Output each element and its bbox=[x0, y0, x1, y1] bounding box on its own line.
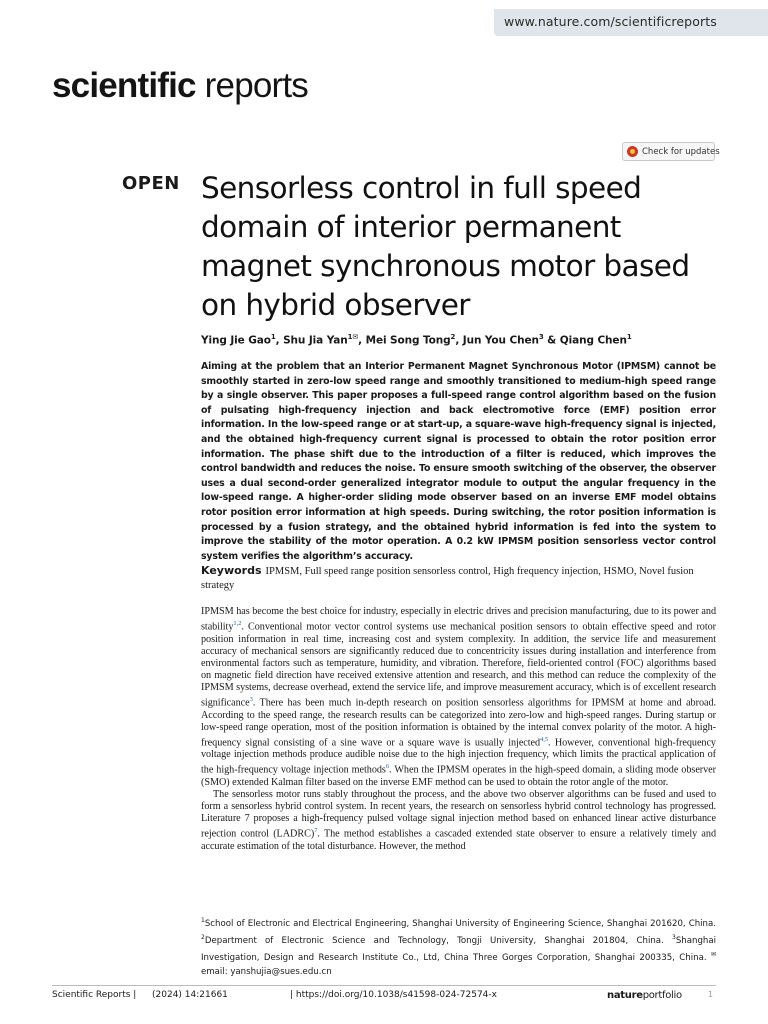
author-affiliation: 1 bbox=[270, 333, 276, 341]
author-separator: , bbox=[455, 334, 463, 347]
affiliation-marker: 2 bbox=[201, 933, 205, 941]
author-name[interactable]: Mei Song Tong bbox=[365, 334, 451, 347]
text-run: . Conventional motor vector control systems use mechanical position sensors to obtain effective speed and rotor position information in real time, increasing cost and system complexity. In addition, the service life and measurement accuracy of mechanical sensors are significantly reduced due to concentricity issues during installation and interference from environmental factors such as temperature, humidity, and vibration. Therefore, field-oriented control (FOC) algorithms based on magnetic field direction have received extensive attention and research, and this method can reduce the complexity of the IPMSM systems, decrease overhead, extend the service life, and improve measurement accuracy, which is of excellent research significance bbox=[201, 621, 716, 709]
brand-bold: nature bbox=[607, 990, 643, 1001]
author-separator: , bbox=[358, 334, 366, 347]
citation-link[interactable]: 1,2 bbox=[233, 620, 242, 628]
body-text bbox=[201, 606, 716, 853]
author-name[interactable]: Shu Jia Yan bbox=[283, 334, 348, 347]
check-updates-label: Check for updates bbox=[642, 146, 720, 157]
keywords-label: Keywords bbox=[201, 564, 262, 577]
affiliations-footnote bbox=[201, 914, 716, 979]
journal-logo bbox=[52, 66, 308, 106]
author-list bbox=[201, 333, 632, 347]
keywords-list: IPMSM, Full speed range position sensorless control, High frequency injection, HSMO, Novel fusion strategy bbox=[201, 566, 694, 591]
check-updates-button[interactable] bbox=[622, 142, 720, 161]
footer-journal: Scientific Reports | bbox=[52, 990, 137, 1000]
author-name[interactable]: Qiang Chen bbox=[559, 334, 627, 347]
envelope-icon: ✉ bbox=[710, 950, 716, 958]
author-affiliation: 1 bbox=[626, 333, 632, 341]
affiliation-marker: 1 bbox=[201, 917, 205, 924]
affiliation-text: School of Electronic and Electrical Engineering, Shanghai University of Engineering Science, Shanghai 201620, China. bbox=[204, 918, 716, 929]
open-access-label: OPEN bbox=[122, 173, 180, 194]
paragraph bbox=[201, 789, 716, 853]
text-run: . However, conventional high-frequency voltage injection methods produce audible noise due to the high injection frequency, which limits the practical application of the high-frequency voltage injection methods bbox=[201, 737, 716, 776]
page-number: 1 bbox=[708, 990, 714, 999]
author-separator: , bbox=[275, 334, 284, 347]
affiliation-text: Shanghai Investigation, Design and Research Institute Co., Ltd, China Three Gorges Corporation, Shanghai 200335, China. bbox=[201, 935, 716, 963]
footer-brand-logo bbox=[607, 990, 682, 1001]
affiliation-marker: 3 bbox=[672, 933, 676, 941]
crossmark-icon bbox=[627, 146, 638, 157]
author-name[interactable]: Jun You Chen bbox=[462, 334, 539, 347]
citation-link[interactable]: 4,5 bbox=[540, 735, 549, 743]
paragraph bbox=[201, 606, 716, 789]
abstract: Aiming at the problem that an Interior Permanent Magnet Synchronous Motor (IPMSM) cannot be smoothly started in zero-low speed range and smoothly transitioned to medium-high speed range by a single observer. This paper proposes a full-speed range control algorithm based on the fusion of pulsating high-frequency injection and back electromotive force (EMF) position error information. In the low-speed range or at start-up, a square-wave high-frequency signal is injected, and the obtained high-frequency current signal is processed to obtain the rotor position error information. The phase shift due to the introduction of a filter is reduced, which improves the control bandwidth and reduces the noise. To ensure smooth switching of the observer, the observer uses a dual second-order generalized integrator module to output the angular frequency in the low-speed range. A higher-order sliding mode observer based on an inverse EMF model obtains rotor position error information at high speeds. During switching, the rotor position information is processed by a fusion strategy, and the obtained hybrid information is fed into the system to improve the stability of the motor operation. A 0.2 kW IPMSM position sensorless vector control system verifies the algorithm’s accuracy. bbox=[201, 361, 717, 562]
article-title: Sensorless control in full speed domain of interior permanent magnet synchronous motor based on hybrid observer bbox=[201, 171, 690, 322]
author-affiliation: 3 bbox=[538, 333, 544, 341]
citation-link[interactable]: 6 bbox=[385, 763, 390, 771]
footer-divider bbox=[52, 985, 716, 986]
journal-logo-light: reports bbox=[204, 66, 309, 105]
keywords bbox=[201, 564, 716, 593]
author-affiliation: 1✉ bbox=[347, 333, 359, 341]
text-run: The sensorless motor runs stably throughout the process, and the above two observer algorithms can be fused and used to form a sensorless hybrid control system. In recent years, the research on sensorless hybrid control technology has progressed. Literature 7 proposes a high-frequency pulsed voltage signal injection method based on enhanced linear active disturbance rejection control (LADRC) bbox=[201, 788, 716, 840]
citation-link[interactable]: 3 bbox=[249, 696, 253, 704]
brand-light: portfolio bbox=[642, 990, 682, 1001]
email-link[interactable]: email: yanshujia@sues.edu.cn bbox=[201, 966, 332, 977]
affiliation-text: Department of Electronic Science and Technology, Tongji University, Shanghai 201804, China. bbox=[204, 935, 672, 946]
footer-doi-link[interactable]: | https://doi.org/10.1038/s41598-024-72574-x bbox=[290, 990, 497, 1000]
journal-logo-bold: scientific bbox=[52, 66, 196, 105]
text-run: IPMSM has become the best choice for industry, especially in electric drives and precision manufacturing, due to its power and stability bbox=[201, 606, 716, 633]
author-separator: & bbox=[543, 334, 560, 347]
author-name[interactable]: Ying Jie Gao bbox=[201, 334, 271, 347]
text-run: . There has been much in-depth research on position sensorless algorithms for IPMSM at home and abroad. According to the speed range, the research results can be categorized into zero-low and high-speed ranges. During startup or low-speed range operation, most of the position information is obtained by the internal convex polarity of the motor. A high-frequency signal consisting of a sine wave or a square wave is usually injected bbox=[201, 697, 716, 749]
author-affiliation: 2 bbox=[450, 333, 456, 341]
footer-volume: (2024) 14:21661 bbox=[152, 990, 228, 1000]
text-run: . The method establishes a cascaded extended state observer to ensure a relatively timely and accurate estimation of the total disturbance. However, the method bbox=[201, 828, 716, 852]
journal-url-link[interactable]: www.nature.com/scientificreports bbox=[504, 14, 717, 29]
citation-link[interactable]: 7 bbox=[314, 827, 318, 835]
text-run: . When the IPMSM operates in the high-speed domain, a sliding mode observer (SMO) extended Kalman filter based on the inverse EMF method can be used to obtain the rotor angle of the motor. bbox=[201, 764, 716, 788]
url-bar bbox=[494, 9, 768, 36]
